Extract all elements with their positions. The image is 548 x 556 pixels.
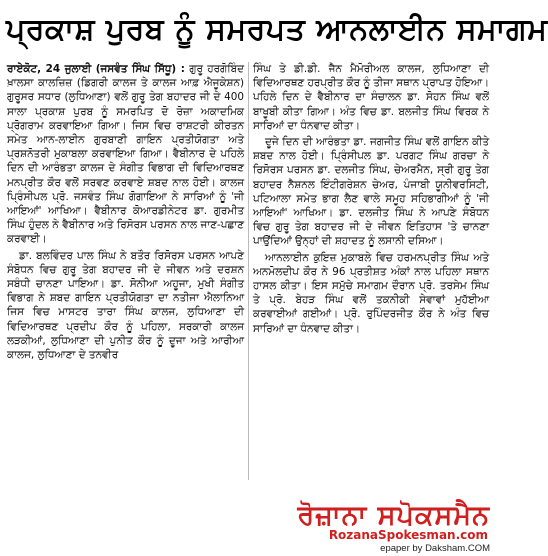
article-paragraph: ਆਨਲਾਈਨ ਕੁਇਜ਼ ਮੁਕਾਬਲੇ ਵਿਚ ਹਰਮਨਪ੍ਰੀਤ ਸਿੰਘ ਅਤੇ ਅਨਮੋਲਦੀਪ ਕੌਰ ਨੇ 96 ਪ੍ਰਤੀਸ਼ਤ ਅੰਕਾਂ ਨਾਲ ਪਹਿਲਾ ਸਥਾਨ ਹਾਸਲ ਕੀਤਾ। ਇਸ ਸਮੁੱਚੇ ਸਮਾਗਮ ਦੌਰਾਨ ਪ੍ਰੋ. ਤਰਸੇਮ ਸਿੰਘ ਤੇ ਪ੍ਰੋ. ਬੇਹੜ ਸਿੰਘ ਵਲੋਂ ਤਕਨੀਕੀ ਸੇਵਾਵਾਂ ਮੁਹੱਈਆ ਕਰਵਾਈਆਂ ਗਈਆਂ। ਪ੍ਰੋ. ਰੁਪਿੰਦਰਜੀਤ ਕੌਰ ਨੇ ਅੰਤ ਵਿਚ ਸਾਰਿਆਂ ਦਾ ਧੰਨਵਾਦ ਕੀਤਾ। — [253, 251, 489, 335]
article-headline: ਪ੍ਰਕਾਸ਼ ਪੁਰਬ ਨੂੰ ਸਮਰਪਤ ਆਨਲਾਈਨ ਸਮਾਗਮ — [6, 12, 548, 47]
masthead-logo: ਰੋਜ਼ਾਨਾ ਸਪੋਕਸਮੈਨ — [297, 500, 490, 531]
article-paragraph: ਸਿੰਘ ਤੇ ਡੀ.ਡੀ. ਜੈਨ ਮੈਮੋਰੀਅਲ ਕਾਲਜ, ਲੁਧਿਆਣਾ ਦੀ ਵਿਦਿਆਰਥਣ ਹਰਪ੍ਰੀਤ ਕੌਰ ਨੂੰ ਤੀਜਾ ਸਥਾਨ ਪ੍ਰਾਪਤ ਹੋਇਆ। ਪਹਿਲੇ ਦਿਨ ਦੇ ਵੈਬੀਨਾਰ ਦਾ ਸੰਚਾਲਨ ਡਾ. ਸੋਹਨ ਸਿੰਘ ਵਲੋਂ ਬਾਖੂਬੀ ਕੀਤਾ ਗਿਆ। ਅੰਤ ਵਿਚ ਡਾ. ਬਲਜੀਤ ਸਿੰਘ ਵਿਰਕ ਨੇ ਸਾਰਿਆਂ ਦਾ ਧੰਨਵਾਦ ਕੀਤਾ। — [253, 63, 490, 132]
article-paragraph: ਡਾ. ਬਲਵਿੰਦਰ ਪਾਲ ਸਿੰਘ ਨੇ ਬਤੌਰ ਰਿਸੋਰਸ ਪਰਸਨ ਆਪਣੇ ਸੰਬੋਧਨ ਵਿਚ ਗੁਰੂ ਤੇਗ ਬਹਾਦਰ ਜੀ ਦੇ ਜੀਵਨ ਅਤੇ ਦਰਸ਼ਨ ਸਬੰਧੀ ਚਾਨਣਾ ਪਾਇਆ। ਡਾ. ਸੋਨੀਆ ਅਹੂਜਾ, ਮੁਖੀ ਸੰਗੀਤ ਵਿਭਾਗ ਨੇ ਸ਼ਬਦ ਗਾਇਨ ਪ੍ਰਤੀਯੋਗਤਾ ਦਾ ਨਤੀਜਾ ਐਲਾਨਿਆ ਜਿਸ ਵਿਚ ਮਾਸਟਰ ਤਾਰਾ ਸਿੰਘ ਕਾਲਜ, ਲੁਧਿਆਣਾ ਦੀ ਵਿਦਿਆਰਥਣ ਪ੍ਰਦੀਪ ਕੌਰ ਨੂੰ ਪਹਿਲਾ, ਸਰਕਾਰੀ ਕਾਲਜ ਲੜਕੀਆਂ, ਲੁਧਿਆਣਾ ਦੀ ਪੁਨੀਤ ਕੌਰ ਨੂੰ ਦੂਜਾ ਅਤੇ ਆਰੀਆ ਕਾਲਜ, ਲੁਧਿਆਣਾ ਦੇ ਤਨਵੀਰ — [7, 249, 244, 362]
dateline: ਰਾਏਕੋਟ, 24 ਜੁਲਾਈ (ਜਸਵੰਤ ਸਿੰਘ ਸਿੱਧੂ) : — [7, 63, 185, 75]
paragraph-text: ਗੁਰੂ ਹਰਗੋਬਿੰਦ ਖ਼ਾਲਸਾ ਕਾਲਜ਼ਿਜ਼ (ਡਿਗਰੀ ਕਾਲਜ ਤੇ ਕਾਲਜ ਆਫ਼ ਐਜੂਕੇਸ਼ਨ) ਗੁਰੂਸਰ ਸਧਾਰ (ਲੁਧਿਆਣਾ) ਵਲੋਂ ਗੁਰੂ ਤੇਗ ਬਹਾਦਰ ਜੀ ਦੇ 400 ਸਾਲਾ ਪ੍ਰਕਾਸ਼ ਪੁਰਬ ਨੂੰ ਸਮਰਪਿਤ ਦੋ ਰੋਜ਼ਾ ਅਕਾਦਮਿਕ ਪ੍ਰੋਗਰਾਮ ਕਰਵਾਇਆ ਗਿਆ। ਜਿਸ ਵਿਚ ਰਾਸ਼ਟਰੀ ਕੀਰਤਨ ਸਮੇਤ ਆਨ-ਲਾਈਨ ਗੁਰਬਾਣੀ ਗਾਇਨ ਪ੍ਰਤੀਯੋਗਤਾ ਅਤੇ ਪ੍ਰਸ਼ਨੋਤਰੀ ਮੁਕਾਬਲਾ ਕਰਵਾਇਆ ਗਿਆ। ਵੈਬੀਨਾਰ ਦੇ ਪਹਿਲੇ ਦਿਨ ਦੀ ਆਰੰਭਤਾ ਕਾਲਜ ਦੇ ਸੰਗੀਤ ਵਿਭਾਗ ਦੀ ਵਿਦਿਆਰਥਣ ਮਨਪ੍ਰੀਤ ਕੌਰ ਵਲੋਂ ਸਰਵਣ ਕਰਵਾਏ ਸ਼ਬਦ ਨਾਲ ਹੋਈ। ਕਾਲਜ ਪ੍ਰਿੰਸੀਪਲ ਪ੍ਰੋ. ਜਸਵੰਤ ਸਿੰਘ ਗੋਗਾਇਆ ਨੇ ਸਾਰਿਆਂ ਨੂੰ 'ਜੀ ਆਇਆਂ' ਆਖਿਆ। ਵੈਬੀਨਾਰ ਕੋਆਰਡੀਨੇਟਰ ਡਾ. ਗੁਰਮੀਤ ਸਿੰਘ ਹੁੰਦਲ ਨੇ ਵੈਬੀਨਾਰ ਅਤੇ ਰਿਸੋਰਸ ਪਰਸਨ ਨਾਲ ਜਾਣ-ਪਛਾਣ ਕਰਵਾਈ। — [7, 63, 244, 246]
article-column-left — [7, 62, 244, 364]
epaper-credit: epaper by Daksham.COM — [380, 543, 490, 554]
column-divider — [248, 62, 249, 480]
article-column-right — [253, 62, 489, 338]
article-paragraph: ਦੂਜੇ ਦਿਨ ਦੀ ਆਰੰਭਤਾ ਡਾ. ਜਗਜੀਤ ਸਿੰਘ ਵਲੋਂ ਗਾਇਨ ਕੀਤੇ ਸ਼ਬਦ ਨਾਲ ਹੋਈ। ਪ੍ਰਿੰਸੀਪਲ ਡਾ. ਪਰਗਟ ਸਿੰਘ ਗਰਚਾ ਨੇ ਰਿਸੋਰਸ ਪਰਸਨ ਡਾ. ਦਲਜੀਤ ਸਿੰਘ, ਚੇਅਰਮੈਨ, ਸ੍ਰੀ ਗੁਰੂ ਤੇਗ ਬਹਾਦਰ ਨੈਸ਼ਨਲ ਇੰਟੀਗਰੇਸ਼ਨ ਚੇਅਰ, ਪੰਜਾਬੀ ਯੂਨੀਵਰਸਿਟੀ, ਪਟਿਆਲਾ ਸਮੇਤ ਭਾਗ ਲੈਣ ਵਾਲੇ ਸਮੂਹ ਸਹਿਭਾਗੀਆਂ ਨੂੰ 'ਜੀ ਆਇਆਂ' ਆਖਿਆ। ਡਾ. ਦਲਜੀਤ ਸਿੰਘ ਨੇ ਆਪਣੇ ਸੰਬੋਧਨ ਵਿਚ ਗੁਰੂ ਤੇਗ ਬਹਾਦਰ ਜੀ ਦੇ ਜੀਵਨ ਇਤਿਹਾਸ 'ਤੇ ਚਾਨਣਾ ਪਾਉਂਦਿਆਂ ਉਨ੍ਹਾਂ ਦੀ ਸ਼ਹਾਦਤ ਨੂੰ ਲਸਾਨੀ ਦਸਿਆ। — [253, 136, 489, 248]
article-paragraph — [7, 62, 244, 247]
masthead-url: RozanaSpokesman.com — [328, 528, 488, 542]
